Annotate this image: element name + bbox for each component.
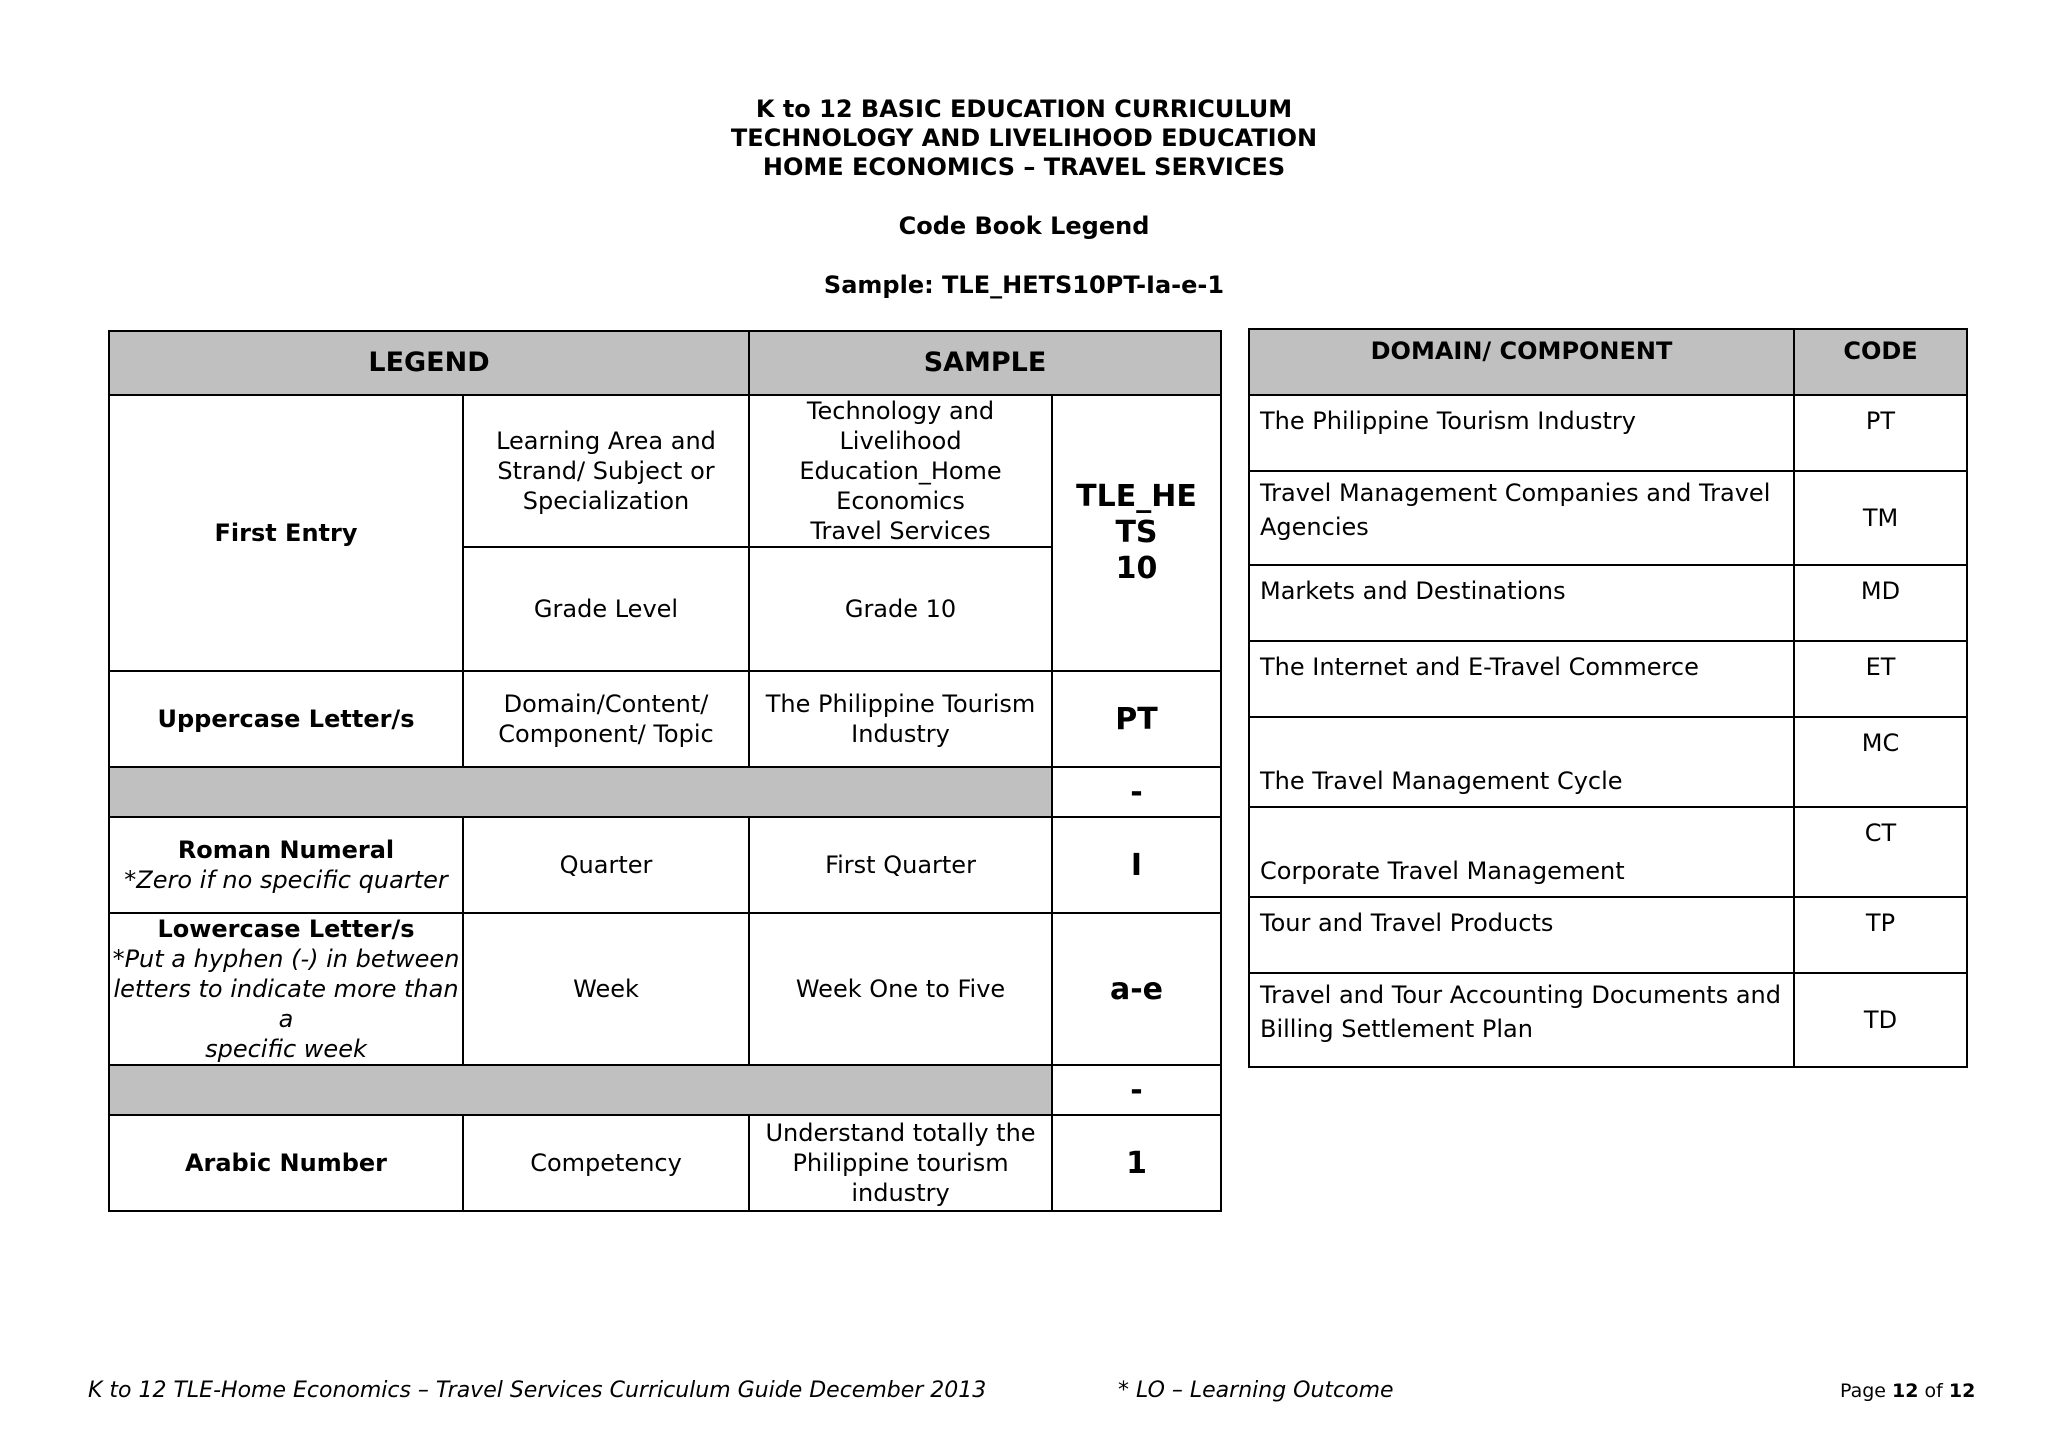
domain-code: ET xyxy=(1794,641,1967,717)
first-entry-code xyxy=(1052,395,1221,671)
document-title xyxy=(0,95,2048,182)
domain-name: Travel Management Companies and Travel Agencies xyxy=(1249,471,1794,565)
sample-line: The Philippine Tourism xyxy=(765,690,1036,718)
code-line: TLE_HE xyxy=(1076,479,1197,514)
domain-code: CT xyxy=(1794,807,1967,897)
lowercase-sample: Week One to Five xyxy=(749,913,1052,1065)
domain-row xyxy=(1249,471,1967,565)
learning-area-sample xyxy=(749,395,1052,547)
uppercase-sample xyxy=(749,671,1052,767)
legend-table xyxy=(108,330,1222,1212)
sample-line: Philippine tourism xyxy=(792,1149,1009,1177)
arabic-sample xyxy=(749,1115,1052,1211)
roman-row xyxy=(109,817,1221,913)
domain-code: MC xyxy=(1794,717,1967,807)
grade-level-sample: Grade 10 xyxy=(749,547,1052,671)
title-line-3: HOME ECONOMICS – TRAVEL SERVICES xyxy=(762,153,1286,181)
note-line: specific week xyxy=(205,1035,367,1063)
domain-name: Corporate Travel Management xyxy=(1249,807,1794,897)
domain-row xyxy=(1249,897,1967,973)
uppercase-label: Uppercase Letter/s xyxy=(109,671,463,767)
lowercase-code: a-e xyxy=(1052,913,1221,1065)
separator-code: - xyxy=(1052,1065,1221,1115)
domain-row xyxy=(1249,973,1967,1067)
domain-row xyxy=(1249,565,1967,641)
page-current: 12 xyxy=(1892,1380,1919,1402)
sample-code: Sample: TLE_HETS10PT-Ia-e-1 xyxy=(823,271,1225,299)
arabic-desc: Competency xyxy=(463,1115,749,1211)
uppercase-desc xyxy=(463,671,749,767)
lowercase-label: Lowercase Letter/s xyxy=(157,915,415,943)
arabic-code: 1 xyxy=(1052,1115,1221,1211)
separator-row-1 xyxy=(109,767,1221,817)
domain-header: DOMAIN/ COMPONENT xyxy=(1249,329,1794,395)
sample-line: Economics xyxy=(836,487,965,515)
lowercase-desc: Week xyxy=(463,913,749,1065)
domain-row xyxy=(1249,807,1967,897)
separator-row-2 xyxy=(109,1065,1221,1115)
code-line: 10 xyxy=(1115,551,1158,586)
footer-guide-title: K to 12 TLE-Home Economics – Travel Services Curriculum Guide December 2013 xyxy=(88,1378,987,1403)
sample-header: SAMPLE xyxy=(749,331,1221,395)
grade-level-desc: Grade Level xyxy=(463,547,749,671)
sample-line: Travel Services xyxy=(810,517,991,545)
sample-line: Education_Home xyxy=(799,457,1002,485)
code-book-legend-title: Code Book Legend xyxy=(898,212,1150,240)
title-line-1: K to 12 BASIC EDUCATION CURRICULUM xyxy=(755,95,1293,123)
domain-name: Tour and Travel Products xyxy=(1249,897,1794,973)
domain-code: MD xyxy=(1794,565,1967,641)
domain-row xyxy=(1249,395,1967,471)
separator-code: - xyxy=(1052,767,1221,817)
code-line: TS xyxy=(1115,515,1158,550)
sample-line: industry xyxy=(851,1179,950,1207)
roman-note: *Zero if no specific quarter xyxy=(124,866,448,894)
first-entry-label: First Entry xyxy=(109,395,463,671)
domain-name: Markets and Destinations xyxy=(1249,565,1794,641)
domain-row xyxy=(1249,641,1967,717)
domain-code: PT xyxy=(1794,395,1967,471)
note-line: letters to indicate more than a xyxy=(113,975,459,1033)
uppercase-row xyxy=(109,671,1221,767)
domain-header-row xyxy=(1249,329,1967,395)
arabic-label: Arabic Number xyxy=(109,1115,463,1211)
sample-line: Technology and Livelihood xyxy=(806,397,995,455)
title-line-2: TECHNOLOGY AND LIVELIHOOD EDUCATION xyxy=(730,124,1318,152)
arabic-row xyxy=(109,1115,1221,1211)
note-line: *Put a hyphen (-) in between xyxy=(112,945,460,973)
first-entry-row-1 xyxy=(109,395,1221,547)
roman-desc: Quarter xyxy=(463,817,749,913)
domain-code: TD xyxy=(1794,973,1967,1067)
sample-line: Industry xyxy=(851,720,950,748)
roman-code: I xyxy=(1052,817,1221,913)
roman-label: Roman Numeral xyxy=(177,836,395,864)
domain-name: The Internet and E-Travel Commerce xyxy=(1249,641,1794,717)
roman-sample: First Quarter xyxy=(749,817,1052,913)
domain-name: The Travel Management Cycle xyxy=(1249,717,1794,807)
desc-line: Component/ Topic xyxy=(498,720,714,748)
desc-line: Domain/Content/ xyxy=(503,690,709,718)
learning-area-desc: Learning Area and Strand/ Subject or Specialization xyxy=(463,395,749,547)
roman-label-cell xyxy=(109,817,463,913)
domain-code: TP xyxy=(1794,897,1967,973)
uppercase-code: PT xyxy=(1052,671,1221,767)
domain-name: Travel and Tour Accounting Documents and Billing Settlement Plan xyxy=(1249,973,1794,1067)
footer-lo-note: * LO – Learning Outcome xyxy=(1118,1378,1394,1403)
domain-row xyxy=(1249,717,1967,807)
page-number xyxy=(1840,1378,1975,1404)
lowercase-label-cell xyxy=(109,913,463,1065)
domain-code: TM xyxy=(1794,471,1967,565)
legend-header: LEGEND xyxy=(109,331,749,395)
legend-header-row xyxy=(109,331,1221,395)
separator-gray xyxy=(109,767,1052,817)
sample-line: Understand totally the xyxy=(765,1119,1036,1147)
page-word: Page xyxy=(1840,1380,1886,1402)
page-total: 12 xyxy=(1948,1380,1976,1402)
separator-gray xyxy=(109,1065,1052,1115)
domain-name: The Philippine Tourism Industry xyxy=(1249,395,1794,471)
domain-component-table xyxy=(1248,328,1968,1068)
lowercase-row xyxy=(109,913,1221,1065)
page-of: of xyxy=(1924,1380,1943,1402)
code-header: CODE xyxy=(1794,329,1967,395)
